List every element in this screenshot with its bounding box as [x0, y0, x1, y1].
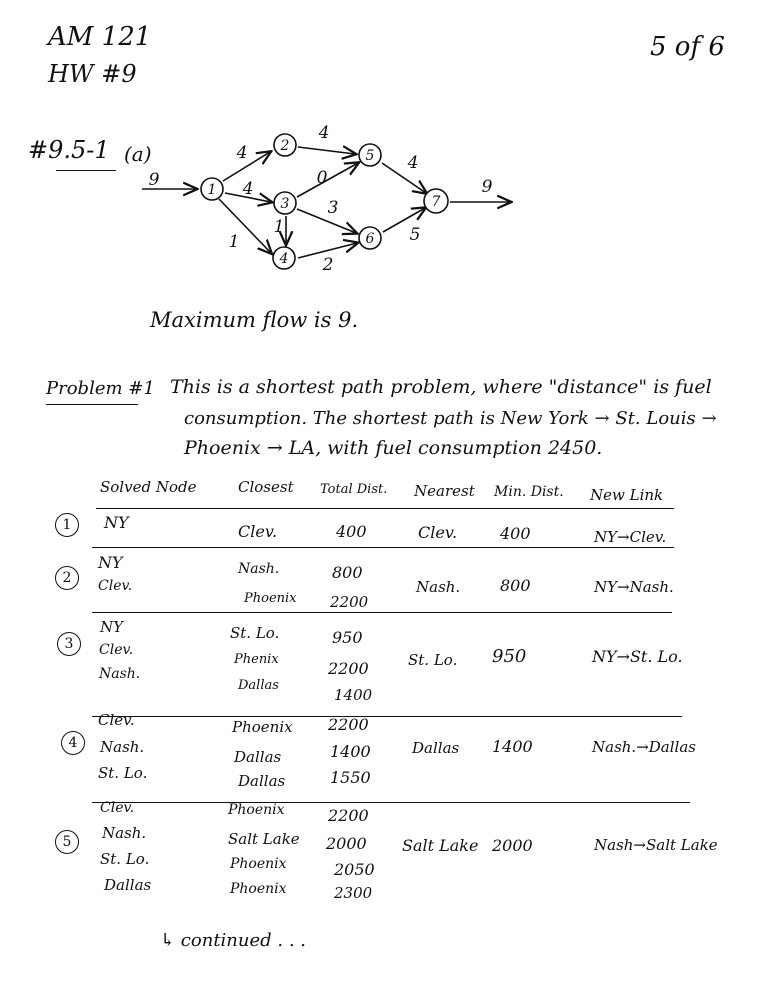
nearest-node: Dallas: [412, 739, 460, 757]
step-rule: [92, 716, 682, 717]
outflow-label: 9: [481, 177, 493, 197]
min-distance: 950: [492, 646, 527, 667]
new-link: NY→St. Lo.: [592, 647, 683, 666]
inflow-label: 9: [148, 170, 160, 190]
closest-node: Phoenix: [244, 591, 297, 606]
column-header: Total Dist.: [320, 482, 388, 497]
total-distance: 2050: [334, 860, 375, 879]
node-label: 6: [365, 231, 375, 247]
edge-5-7: [382, 163, 426, 193]
problem-a-part: (a): [124, 142, 152, 166]
closest-node: Salt Lake: [228, 830, 300, 848]
closest-node: Phoenix: [228, 802, 285, 818]
solved-node: Clev.: [98, 711, 135, 729]
nearest-node: St. Lo.: [408, 651, 458, 669]
homework-label: HW #9: [48, 60, 137, 88]
edge-3-5: [297, 163, 358, 197]
nearest-node: Salt Lake: [402, 836, 479, 855]
edge-3-6: [297, 209, 356, 233]
flow-label: 4: [407, 153, 419, 173]
node-label: 7: [431, 194, 441, 210]
step-number: 5: [55, 830, 79, 854]
total-distance: 400: [336, 522, 367, 541]
new-link: Nash→Salt Lake: [594, 836, 718, 854]
max-flow-conclusion: Maximum flow is 9.: [150, 308, 359, 332]
node-label: 2: [280, 138, 290, 154]
total-distance: 2300: [334, 884, 373, 902]
total-distance: 2200: [328, 715, 369, 734]
new-link: NY→Nash.: [594, 578, 674, 596]
solved-node: Clev.: [100, 800, 135, 816]
min-distance: 800: [500, 576, 531, 595]
min-distance: 400: [500, 524, 531, 543]
step-number: 4: [61, 731, 85, 755]
new-link: NY→Clev.: [594, 528, 667, 546]
solved-node: St. Lo.: [98, 764, 148, 782]
flow-label: 1: [273, 217, 285, 237]
flow-label: 4: [318, 123, 330, 143]
step-rule: [92, 547, 674, 548]
problem-a-label: #9.5-1: [28, 136, 110, 164]
total-distance: 2200: [328, 659, 369, 678]
total-distance: 1400: [334, 686, 373, 704]
total-distance: 950: [332, 628, 363, 647]
solved-node: Nash.: [102, 824, 147, 842]
solved-node: Dallas: [104, 876, 152, 894]
problem1-text-line1: This is a shortest path problem, where "distance" is fuel: [170, 376, 712, 398]
flow-label: 2: [322, 255, 334, 275]
column-header: New Link: [590, 486, 664, 504]
flow-label: 0: [316, 168, 328, 188]
step-number: 1: [55, 513, 79, 537]
page-number: 5 of 6: [650, 32, 725, 62]
problem1-underline: [46, 404, 138, 405]
min-distance: 2000: [492, 836, 533, 855]
node-label: 4: [279, 251, 289, 267]
edge-2-5: [298, 147, 355, 154]
solved-node: NY: [104, 513, 129, 532]
closest-node: Nash.: [238, 561, 280, 577]
header-rule: [96, 508, 674, 509]
flow-label: 5: [409, 225, 421, 245]
new-link: Nash.→Dallas: [592, 738, 696, 756]
solved-node: NY: [100, 618, 124, 636]
node-label: 5: [365, 148, 375, 164]
min-distance: 1400: [492, 737, 533, 756]
column-header: Nearest: [414, 482, 475, 500]
problem1-text-line3: Phoenix → LA, with fuel consumption 2450.: [184, 437, 603, 459]
closest-node: Dallas: [234, 748, 282, 766]
total-distance: 1400: [330, 742, 371, 761]
flow-edges: [142, 147, 510, 258]
node-label: 3: [280, 196, 290, 212]
total-distance: 2200: [328, 806, 369, 825]
node-label: 1: [207, 182, 217, 198]
flow-label: 4: [236, 143, 248, 163]
closest-node: Dallas: [238, 678, 279, 693]
continued-note: ↳ continued . . .: [160, 930, 306, 951]
nearest-node: Nash.: [416, 578, 461, 596]
step-rule: [92, 802, 690, 803]
closest-node: Phenix: [234, 652, 279, 667]
closest-node: Dallas: [238, 772, 286, 790]
flow-label: 1: [228, 232, 240, 252]
max-flow-network: [0, 100, 765, 400]
flow-label: 4: [242, 179, 254, 199]
solved-node: Nash.: [99, 666, 141, 682]
nearest-node: Clev.: [418, 523, 458, 542]
closest-node: Phoenix: [230, 881, 287, 897]
column-header: Min. Dist.: [494, 484, 564, 500]
course-label: AM 121: [48, 22, 152, 52]
closest-node: Phoenix: [230, 856, 287, 872]
step-number: 2: [55, 566, 79, 590]
closest-node: Clev.: [238, 522, 278, 541]
total-distance: 2200: [330, 593, 369, 611]
solved-node: Nash.: [100, 738, 145, 756]
step-rule: [92, 612, 672, 613]
total-distance: 800: [332, 563, 363, 582]
solved-node: Clev.: [99, 642, 134, 658]
solved-node: Clev.: [98, 578, 133, 594]
solved-node: NY: [98, 553, 123, 572]
total-distance: 1550: [330, 768, 371, 787]
edge-1-4: [219, 199, 271, 253]
flow-label: 3: [327, 198, 339, 218]
solved-node: St. Lo.: [100, 850, 150, 868]
step-number: 3: [57, 632, 81, 656]
column-header: Solved Node: [100, 478, 197, 496]
column-header: Closest: [238, 478, 294, 496]
closest-node: Phoenix: [232, 718, 293, 736]
problem1-label: Problem #1: [46, 378, 155, 399]
total-distance: 2000: [326, 834, 367, 853]
closest-node: St. Lo.: [230, 624, 280, 642]
problem1-text-line2: consumption. The shortest path is New York → St. Louis →: [184, 408, 717, 429]
